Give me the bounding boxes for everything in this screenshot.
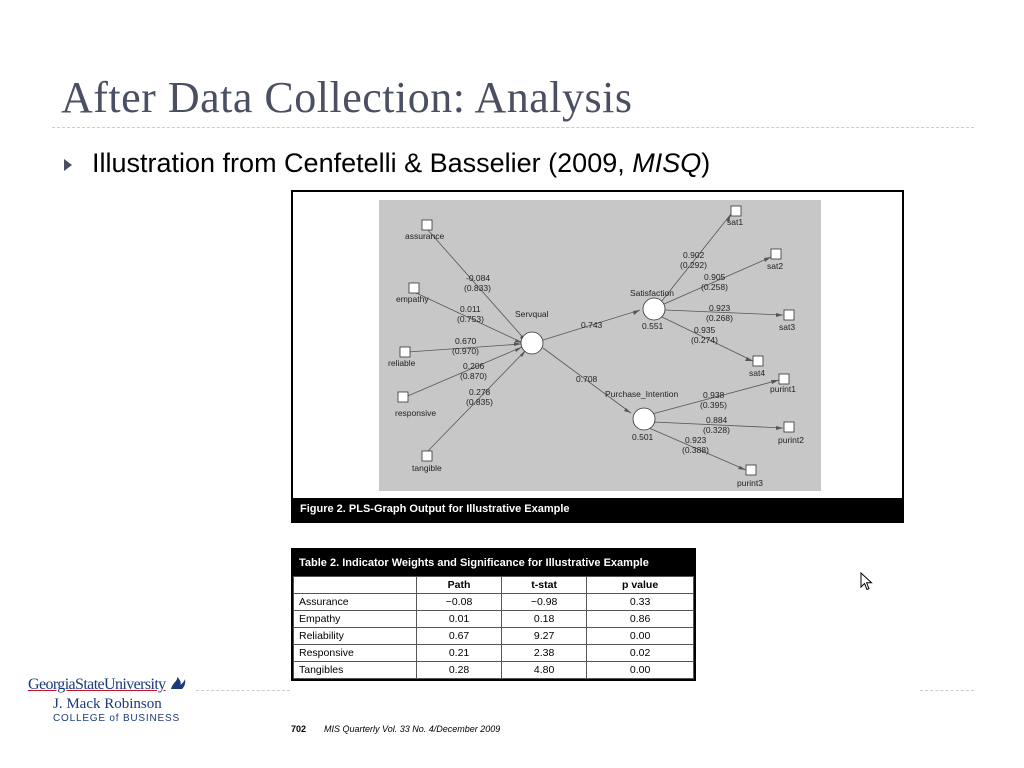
row-pvalue: 0.33 xyxy=(587,594,694,611)
row-label: Responsive xyxy=(294,645,417,662)
indicator-empathy: empathy xyxy=(396,294,429,304)
table-row xyxy=(294,628,694,645)
row-label: Empathy xyxy=(294,611,417,628)
row-tstat: 9.27 xyxy=(502,628,587,645)
indicator-purint3: purint3 xyxy=(737,478,763,488)
construct-purchase-intention: Purchase_Intention xyxy=(605,389,679,399)
row-tstat: −0.98 xyxy=(502,594,587,611)
table-header-row xyxy=(294,577,694,594)
row-label: Assurance xyxy=(294,594,417,611)
row-path: 0.28 xyxy=(417,662,502,679)
bullet-text xyxy=(92,148,710,179)
flame-icon xyxy=(169,676,187,690)
header-blank xyxy=(294,577,417,594)
weight-assurance: -0.084 xyxy=(466,273,491,283)
indicator-assurance: assurance xyxy=(405,231,445,241)
loading-purint1: 0.938 xyxy=(703,390,725,400)
header-pvalue: p value xyxy=(587,577,694,594)
row-pvalue: 0.00 xyxy=(587,628,694,645)
page-footer xyxy=(291,724,500,734)
header-tstat: t-stat xyxy=(502,577,587,594)
header-path: Path xyxy=(417,577,502,594)
loading-sat2-t: (0.258) xyxy=(701,282,728,292)
table-caption: Table 2. Indicator Weights and Significance for Illustrative Example xyxy=(293,550,694,576)
loading-sat4: 0.935 xyxy=(694,325,716,335)
bottom-divider-left xyxy=(196,690,290,691)
loading-sat4-t: (0.274) xyxy=(691,335,718,345)
indicator-sat1: sat1 xyxy=(727,217,744,227)
loading-sat1: 0.902 xyxy=(683,250,705,260)
pls-path-diagram xyxy=(293,192,902,498)
indicator-purint1: purint1 xyxy=(770,384,796,394)
indicator-sat4: sat4 xyxy=(749,368,766,378)
row-tstat: 4.80 xyxy=(502,662,587,679)
weights-table xyxy=(293,576,694,679)
loading-purint3: 0.923 xyxy=(685,435,707,445)
table-row xyxy=(294,594,694,611)
path-servqual-satisfaction: 0.743 xyxy=(581,320,603,330)
figure-caption: Figure 2. PLS-Graph Output for Illustrative Example xyxy=(293,498,902,521)
table-row xyxy=(294,611,694,628)
pls-figure xyxy=(291,190,904,523)
tstat-tangible: (0.835) xyxy=(466,397,493,407)
school-name: J. Mack Robinson xyxy=(53,696,162,712)
loading-purint2-t: (0.328) xyxy=(703,425,730,435)
slide-title: After Data Collection: Analysis xyxy=(61,73,633,122)
row-label: Reliability xyxy=(294,628,417,645)
indicator-reliable: reliable xyxy=(388,358,416,368)
row-label: Tangibles xyxy=(294,662,417,679)
loading-purint3-t: (0.388) xyxy=(682,445,709,455)
row-tstat: 2.38 xyxy=(502,645,587,662)
purchase-intention-r2: 0.501 xyxy=(632,432,654,442)
loading-purint1-t: (0.395) xyxy=(700,400,727,410)
row-path: 0.21 xyxy=(417,645,502,662)
bullet-journal-text: MISQ xyxy=(632,148,702,178)
source-citation: MIS Quarterly Vol. 33 No. 4/December 2009 xyxy=(324,724,501,734)
tstat-empathy: (0.753) xyxy=(457,314,484,324)
weight-empathy: 0.011 xyxy=(460,304,481,314)
table-row xyxy=(294,645,694,662)
indicator-responsive: responsive xyxy=(395,408,437,418)
row-path: 0.01 xyxy=(417,611,502,628)
bottom-divider-right xyxy=(920,690,974,691)
construct-servqual: Servqual xyxy=(515,309,549,319)
row-path: −0.08 xyxy=(417,594,502,611)
weight-responsive: 0.206 xyxy=(463,361,485,371)
row-pvalue: 0.02 xyxy=(587,645,694,662)
bullet-arrow-icon xyxy=(64,159,72,171)
satisfaction-r2: 0.551 xyxy=(642,321,664,331)
loading-sat3: 0.923 xyxy=(709,303,731,313)
weight-tangible: 0.278 xyxy=(469,387,491,397)
college-name: COLLEGE of BUSINESS xyxy=(53,713,180,724)
tstat-assurance: (0.833) xyxy=(464,283,491,293)
bullet-close-text: ) xyxy=(701,148,711,178)
path-servqual-purchase: 0.708 xyxy=(576,374,598,384)
weight-reliable: 0.670 xyxy=(455,336,477,346)
university-wordmark: GeorgiaStateUniversity xyxy=(28,676,166,693)
university-name xyxy=(28,676,198,694)
title-divider xyxy=(52,127,974,128)
row-pvalue: 0.00 xyxy=(587,662,694,679)
bullet-main-text: Illustration from Cenfetelli & Basselier (2009, xyxy=(92,148,633,178)
table-row xyxy=(294,662,694,679)
row-pvalue: 0.86 xyxy=(587,611,694,628)
indicator-purint2: purint2 xyxy=(778,435,804,445)
mouse-pointer-icon xyxy=(860,572,874,592)
loading-purint2: 0.884 xyxy=(706,415,728,425)
row-path: 0.67 xyxy=(417,628,502,645)
indicator-table xyxy=(291,548,696,681)
indicator-sat3: sat3 xyxy=(779,322,796,332)
indicator-sat2: sat2 xyxy=(767,261,784,271)
gsu-logo xyxy=(28,676,198,724)
loading-sat3-t: (0.268) xyxy=(706,313,733,323)
row-tstat: 0.18 xyxy=(502,611,587,628)
construct-satisfaction: Satisfaction xyxy=(630,288,674,298)
tstat-responsive: (0.870) xyxy=(460,371,487,381)
indicator-tangible: tangible xyxy=(412,463,442,473)
loading-sat2: 0.905 xyxy=(704,272,726,282)
tstat-reliable: (0.970) xyxy=(452,346,479,356)
loading-sat1-t: (0.292) xyxy=(680,260,707,270)
page-number: 702 xyxy=(291,724,307,734)
